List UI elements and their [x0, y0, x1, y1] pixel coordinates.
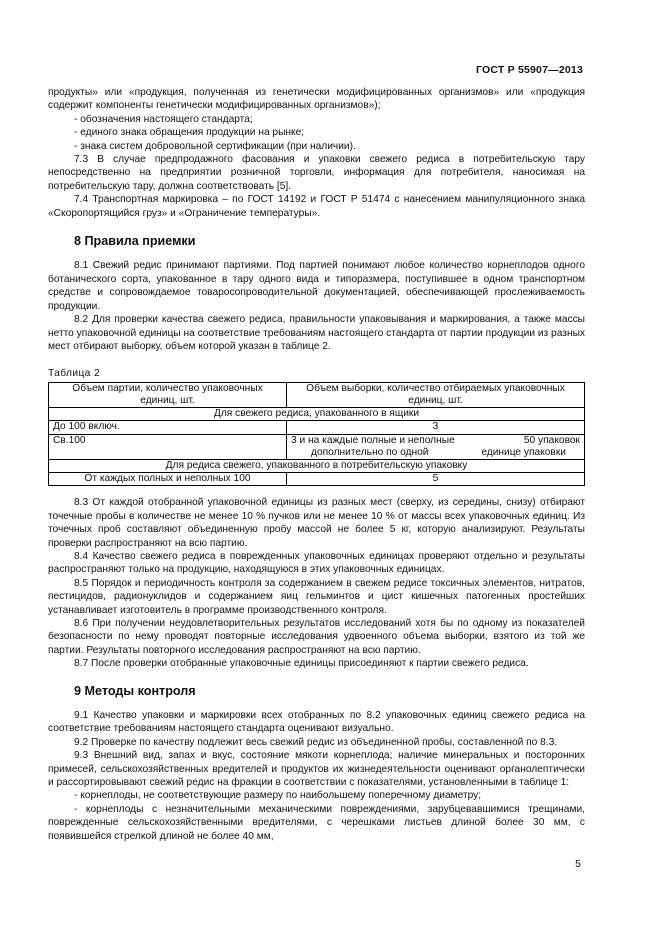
paragraph-8-4: 8.4 Качество свежего редиса в поврежденных упаковочных единицах проверяют отдельно и результаты распространяют только на продукцию, находящуюся в этих упаковочных единицах. — [48, 550, 585, 576]
list-item: - корнеплоды с незначительными механическими повреждениями, зарубцевавшимися трещинами, поврежденные сельскохозяйственными вредителями, с черешками листьев длиной более 30 мм, с появившейся стрелкой длиной не более 40 мм, — [48, 803, 585, 842]
paragraph-continuation: продукты» или «продукция, полученная из генетически модифицированных организмов» или «продукция содержит компоненты генетически модифицированных организмов»); — [48, 87, 585, 112]
table-row — [49, 434, 585, 459]
section-9-title: 9 Методы контроля — [74, 683, 196, 698]
cell-line — [291, 435, 580, 447]
paragraph-9-2: 9.2 Проверке по качеству подлежит весь свежий редис из объединенной пробы, составленной по 8.3. — [74, 736, 558, 748]
list-item: - единого знака обращения продукции на рынке; — [74, 127, 305, 139]
cell-text: 3 и на каждые полные и неполные — [291, 434, 455, 446]
cell-text: 50 упаковок — [523, 434, 580, 446]
table-header-cell: Объем партии, количество упаковочных единиц, шт. — [49, 382, 287, 407]
table-group-cell: Для свежего редиса, упакованного в ящики — [49, 408, 585, 421]
paragraph-group — [48, 496, 585, 670]
table-row — [49, 473, 585, 486]
paragraph-7-4: 7.4 Транспортная маркировка – по ГОСТ 14192 и ГОСТ Р 51474 с нанесением манипуляционного знака «Скоропортящийся груз» и «Ограничение температуры». — [48, 194, 585, 219]
table-group-cell: Для редиса свежего, упакованного в потребительскую упаковку — [49, 459, 585, 472]
paragraph-8-3: 8.3 От каждой отобранной упаковочной единицы из разных мест (сверху, из середины, снизу) отбирают точечные пробы в количестве не менее 10 % пучков или не менее 10 % от массы всех упаковочных единиц. Из точечных проб составляют объединенную пробу массой не более 5 кг, которую анализируют. Результаты проверки распространяют на всю партию. — [48, 497, 585, 549]
table-cell: До 100 включ. — [49, 421, 287, 434]
table-row — [49, 421, 585, 434]
table-caption: Таблица 2 — [48, 368, 101, 380]
paragraph-8-5: 8.5 Порядок и периодичность контроля за содержанием в свежем редисе токсичных элементов, нитратов, пестицидов, радионуклидов и содержанием яиц гельминтов и цист кишечных патогенных простейших устанавливает изготовитель в программе производственного контроля. — [48, 577, 585, 616]
paragraph-9-3: 9.3 Внешний вид, запах и вкус, состояние мякоти корнеплода; наличие минеральных и посторонних примесей, сельскохозяйственных вредителей и продуктов их жизнедеятельности оценивают органолептически и рассортировывают свежий редис на фракции в соответствии с показателями, установленными в таблице 1: — [48, 750, 585, 789]
table-group-row — [49, 408, 585, 421]
cell-text: единице упаковки — [481, 446, 566, 458]
table-cell: 3 — [287, 421, 585, 434]
section-8-title: 8 Правила приемки — [74, 234, 196, 249]
list-item: - знака систем добровольной сертификации (при наличии). — [74, 140, 356, 152]
paragraph-8-1: 8.1 Свежий редис принимают партиями. Под партией понимают любое количество корнеплодов одного ботанического сорта, упакованное в тару одного вида и типоразмера, поступившее в одном транспортном средстве и сопровождаемое товаросопроводительной документацией, обеспечивающей прослеживаемость продукции. — [48, 260, 585, 312]
list-item: - корнеплоды, не соответствующие размеру по наибольшему поперечному диаметру; — [74, 790, 482, 802]
page-number: 5 — [575, 858, 581, 870]
table-cell: От каждых полных и неполных 100 — [49, 473, 287, 486]
table-header-cell: Объем выборки, количество отбираемых упаковочных единиц, шт. — [287, 382, 585, 407]
paragraph-9-1: 9.1 Качество упаковки и маркировки всех отобранных по 8.2 упаковочных единиц свежего редиса на соответствие требованиям настоящего стандарта оценивают визуально. — [48, 710, 585, 735]
table-header-row — [49, 382, 585, 407]
table-group-row — [49, 459, 585, 472]
page-content — [48, 86, 585, 843]
paragraph-8-7: 8.7 После проверки отобранные упаковочные единицы присоединяют к партии свежего редиса. — [74, 658, 529, 670]
table-cell: Св.100 — [49, 434, 287, 459]
table-cell — [287, 434, 585, 459]
cell-text: дополнительно по одной — [311, 446, 429, 458]
table-2 — [48, 382, 585, 487]
paragraph-8-2: 8.2 Для проверки качества свежего редиса, правильности упаковывания и маркирования, а также массы нетто упаковочной единицы на соответствие требованиям настоящего стандарта от партии продукции из разных мест отбирают выборку, объем которой указан в таблице 2. — [48, 314, 585, 352]
list-item: - обозначения настоящего стандарта; — [74, 113, 253, 125]
paragraph-7-3: 7.3 В случае предпродажного фасования и упаковки свежего редиса в потребительскую тару непосредственно на предприятии розничной торговли, информация для потребителя, наносимая на потребительскую тару, должна соответствовать [5]. — [48, 154, 585, 192]
paragraph-8-6: 8.6 При получении неудовлетворительных результатов исследований хотя бы по одному из показателей безопасности по нему проводят повторные исследования удвоенного объема выборки, взятого из той же партии. Результаты повторного исследования распространяют на всю партию. — [48, 618, 585, 656]
cell-line — [291, 447, 580, 459]
document-code-header: ГОСТ Р 55907—2013 — [475, 64, 583, 76]
table-cell: 5 — [287, 473, 585, 486]
